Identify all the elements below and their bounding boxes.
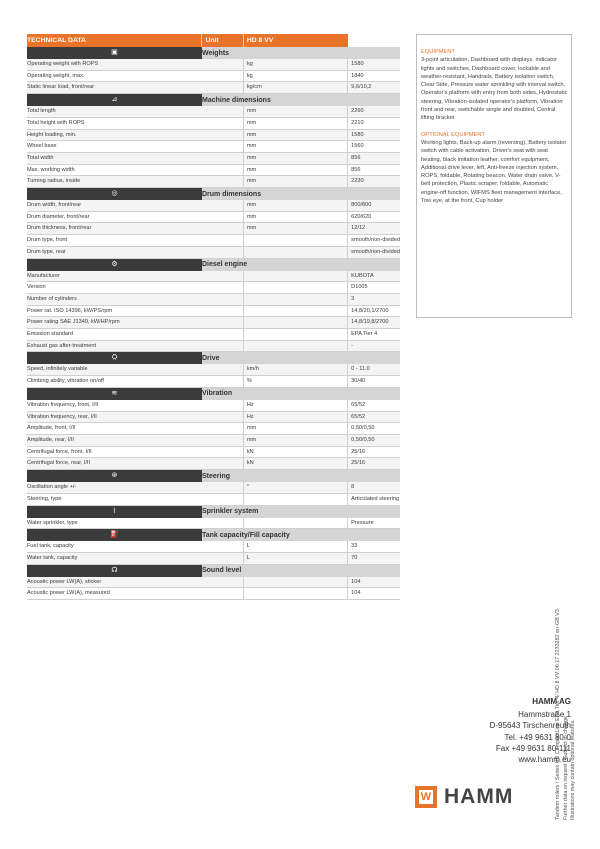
vibration-icon: ≋ <box>27 387 202 400</box>
spec-unit: mm <box>243 141 347 153</box>
legal-line-1: Tandem rollers / Series HD CompactLine EPA Tier 4/ HD 8 VV 06.17 2233282 en-GB V3 <box>555 609 561 820</box>
table-row <box>27 541 400 552</box>
spec-value: 856 <box>348 152 400 164</box>
section-header <box>27 505 400 518</box>
legal-line-3: Illustrations may contain optional features. <box>570 719 576 820</box>
spec-value: 3 <box>348 293 400 305</box>
spec-label: Drum type, rear <box>27 246 243 258</box>
headphones-icon: ☊ <box>27 564 202 577</box>
spec-label: Max. working width <box>27 164 243 176</box>
section-header <box>27 564 400 577</box>
spec-unit <box>243 577 347 588</box>
spec-label: Turning radius, inside <box>27 176 243 188</box>
spec-label: Centrifugal force, front, I/II <box>27 446 243 458</box>
drum-icon: ◎ <box>27 188 202 201</box>
spec-label: Vibration frequency, rear, I/II <box>27 411 243 423</box>
table-row <box>27 423 400 435</box>
spec-value: 856 <box>348 164 400 176</box>
spec-label: Operating weight, max. <box>27 70 243 82</box>
legal-line-2: Further data on request / Subject to change <box>562 716 569 820</box>
equipment-heading: EQUIPMENT <box>421 49 455 55</box>
section-header <box>27 258 400 271</box>
spec-value: 14,8/20,1/2700 <box>348 305 400 317</box>
section-title: Steering <box>202 470 400 483</box>
weight-icon: ▣ <box>27 47 202 59</box>
spec-value: 0,50/0,50 <box>348 434 400 446</box>
sprinkler-icon: ⌇ <box>27 505 202 518</box>
spec-label: Amplitude, front, I/II <box>27 423 243 435</box>
spec-label: Drum thickness, front/rear <box>27 223 243 235</box>
section-header <box>27 352 400 365</box>
header-cell: HD 8 VV <box>243 34 347 47</box>
equipment-box <box>416 34 572 318</box>
spec-unit: mm <box>243 129 347 141</box>
legal-notice <box>555 580 578 820</box>
section-title: Sound level <box>202 564 400 577</box>
table-row <box>27 446 400 458</box>
spec-value: Pressure <box>348 518 400 529</box>
spec-unit <box>243 329 347 341</box>
spec-label: Power rating SAE J1349, kW/HP/rpm <box>27 317 243 329</box>
section-title: Weights <box>202 47 400 59</box>
table-row <box>27 152 400 164</box>
spec-label: Manufacturer <box>27 271 243 282</box>
section-title: Drive <box>202 352 400 365</box>
spec-value: 1840 <box>348 70 400 82</box>
table-row <box>27 235 400 247</box>
section-header <box>27 47 400 59</box>
table-row <box>27 176 400 188</box>
table-row <box>27 106 400 117</box>
spec-value: Articulated steering <box>348 493 400 505</box>
spec-unit: mm <box>243 223 347 235</box>
spec-unit <box>243 282 347 294</box>
logo-text: HAMM <box>444 785 514 808</box>
section-title: Vibration <box>202 387 400 400</box>
spec-label: Emission standard <box>27 329 243 341</box>
spec-value: 0,50/0,50 <box>348 423 400 435</box>
spec-unit <box>243 340 347 352</box>
table-row <box>27 493 400 505</box>
table-row <box>27 164 400 176</box>
spec-unit: kg <box>243 70 347 82</box>
header-cell: TECHNICAL DATA <box>27 34 202 47</box>
table-row <box>27 552 400 564</box>
spec-value: 2230 <box>348 176 400 188</box>
spec-label: Water tank, capacity <box>27 552 243 564</box>
spec-label: Total width <box>27 152 243 164</box>
spec-label: Height loading, min. <box>27 129 243 141</box>
section-title: Machine dimensions <box>202 94 400 107</box>
spec-label: Acoustic power LW(A), sticker <box>27 577 243 588</box>
table-row <box>27 376 400 388</box>
spec-unit <box>243 235 347 247</box>
engine-icon: ⚙ <box>27 258 202 271</box>
spec-label: Acoustic power LW(A), measured <box>27 588 243 600</box>
section-header <box>27 188 400 201</box>
spec-label: Steering, type <box>27 493 243 505</box>
table-row <box>27 211 400 223</box>
spec-value: 104 <box>348 588 400 600</box>
spec-value: 104 <box>348 577 400 588</box>
table-row <box>27 518 400 529</box>
spec-value: 30/40 <box>348 376 400 388</box>
spec-value: 1560 <box>348 141 400 153</box>
spec-unit <box>243 246 347 258</box>
spec-unit <box>243 493 347 505</box>
spec-value: 14,8/19,8/2700 <box>348 317 400 329</box>
spec-unit <box>243 588 347 600</box>
spec-value: smooth/non-divided <box>348 235 400 247</box>
company-name: HAMM AG <box>532 697 571 706</box>
website-link[interactable]: www.hamm.eu <box>518 755 571 765</box>
spec-unit: Hz <box>243 411 347 423</box>
telephone: Tel. +49 9631 80-0 <box>504 732 571 742</box>
spec-unit: mm <box>243 117 347 129</box>
spec-unit <box>243 518 347 529</box>
table-row <box>27 59 400 70</box>
header-cell: Unit <box>202 34 243 47</box>
spec-unit: Hz <box>243 400 347 411</box>
section-title: Diesel engine <box>202 258 400 271</box>
spec-unit: kg/cm <box>243 82 347 94</box>
logo-mark-icon: W <box>415 786 437 808</box>
spec-value: 25/16 <box>348 458 400 470</box>
city: D-95643 Tirschenreuth <box>489 721 571 731</box>
spec-unit: mm <box>243 152 347 164</box>
section-header <box>27 387 400 400</box>
spec-value: 2210 <box>348 117 400 129</box>
spec-value: 0 - 11.0 <box>348 364 400 375</box>
spec-value: 1580 <box>348 129 400 141</box>
spec-label: Number of cylinders <box>27 293 243 305</box>
hamm-logo <box>415 786 575 810</box>
table-row <box>27 364 400 375</box>
drive-icon: ⛭ <box>27 352 202 365</box>
spec-unit: % <box>243 376 347 388</box>
section-header <box>27 94 400 107</box>
spec-label: Drum width, front/rear <box>27 200 243 211</box>
spec-label: Oscillation angle +/- <box>27 482 243 493</box>
spec-value: KUBOTA <box>348 271 400 282</box>
section-header <box>27 529 400 542</box>
spec-label: Fuel tank, capacity <box>27 541 243 552</box>
spec-label: Vibration frequency, front, I/II <box>27 400 243 411</box>
spec-label: Total height with ROPS <box>27 117 243 129</box>
table-row <box>27 577 400 588</box>
spec-label: Version <box>27 282 243 294</box>
table-row <box>27 293 400 305</box>
spec-unit: mm <box>243 176 347 188</box>
spec-label: Drum diameter, front/rear <box>27 211 243 223</box>
spec-unit <box>243 271 347 282</box>
table-row <box>27 588 400 600</box>
spec-label: Centrifugal force, rear, I/II <box>27 458 243 470</box>
spec-unit: km/h <box>243 364 347 375</box>
table-row <box>27 129 400 141</box>
spec-value: 620/620 <box>348 211 400 223</box>
table-row <box>27 141 400 153</box>
table-row <box>27 200 400 211</box>
spec-label: Amplitude, rear, I/II <box>27 434 243 446</box>
table-row <box>27 70 400 82</box>
table-row <box>27 117 400 129</box>
spec-unit: mm <box>243 200 347 211</box>
spec-unit: mm <box>243 106 347 117</box>
table-row <box>27 434 400 446</box>
spec-label: Water sprinkler, type <box>27 518 243 529</box>
spec-value: 9,6/10,2 <box>348 82 400 94</box>
fax: Fax +49 9631 80-111 <box>495 743 571 753</box>
spec-value: - <box>348 340 400 352</box>
spec-unit: ° <box>243 482 347 493</box>
table-row <box>27 317 400 329</box>
technical-data-table <box>27 34 400 600</box>
spec-label: Wheel base <box>27 141 243 153</box>
optional-equipment-heading: OPTIONAL EQUIPMENT <box>421 131 485 138</box>
table-row <box>27 340 400 352</box>
table-row <box>27 305 400 317</box>
tank-icon: ⛽ <box>27 529 202 542</box>
spec-value: 25/16 <box>348 446 400 458</box>
spec-label: Static linear load, front/rear <box>27 82 243 94</box>
spec-value: 8 <box>348 482 400 493</box>
table-row <box>27 400 400 411</box>
spec-unit: mm <box>243 211 347 223</box>
table-row <box>27 458 400 470</box>
street: Hammstraße 1 <box>518 710 571 720</box>
section-header <box>27 470 400 483</box>
section-title: Sprinkler system <box>202 505 400 518</box>
optional-equipment-text: Working lights, Back-up alarm (reversing), Battery isolator switch with cable activation, Driver's seat with seat heating, black imitation leather, comfort equipment, Additional drive lever, left, Anti-freeze injection system, ROPS, foldable, Rotating beacon, Water drain valve, V-belt protection, Plastic scraper, foldable, Automatic engine-off function, WIFMS fleet management interface, Tow eye, at the front, Cup holder <box>421 139 567 205</box>
table-header <box>27 34 400 47</box>
equipment-text: 3-point articulation, Dashboard with displays, indicator lights and switches, Dashboard cover, lockable and weather-resistant, Handrails, Battery isolation switch, Clear Side, Pressure water sprinkling with interval switch, Operator's platform with entry from both sides, Hydrostatic steering, Vibration-isolated operator's platform, Vibration front and rear, switchable single and doubled, Central lifting bracket <box>421 57 568 122</box>
dimensions-icon: ⊿ <box>27 94 202 107</box>
spec-value: 70 <box>348 552 400 564</box>
table-row <box>27 246 400 258</box>
spec-label: Speed, infinitely variable <box>27 364 243 375</box>
spec-unit <box>243 317 347 329</box>
spec-value: 2260 <box>348 106 400 117</box>
table-row <box>27 329 400 341</box>
table-row <box>27 411 400 423</box>
spec-label: Drum type, front <box>27 235 243 247</box>
table-row <box>27 482 400 493</box>
table-row <box>27 282 400 294</box>
spec-unit: mm <box>243 434 347 446</box>
table-row <box>27 271 400 282</box>
spec-value: 1580 <box>348 59 400 70</box>
spec-value: 800/800 <box>348 200 400 211</box>
spec-unit: kN <box>243 458 347 470</box>
spec-value: 12/12 <box>348 223 400 235</box>
spec-unit <box>243 293 347 305</box>
spec-value: D1005 <box>348 282 400 294</box>
table-row <box>27 223 400 235</box>
spec-unit: kN <box>243 446 347 458</box>
spec-value: 65/52 <box>348 400 400 411</box>
spec-unit: mm <box>243 164 347 176</box>
spec-label: Climbing ability, vibration on/off <box>27 376 243 388</box>
section-title: Tank capacity/Fill capacity <box>202 529 400 542</box>
spec-unit: L <box>243 541 347 552</box>
spec-unit <box>243 305 347 317</box>
spec-value: smooth/non-divided <box>348 246 400 258</box>
spec-label: Total length <box>27 106 243 117</box>
steering-wheel-icon: ⊛ <box>27 470 202 483</box>
table-row <box>27 82 400 94</box>
spec-value: 65/52 <box>348 411 400 423</box>
spec-unit: L <box>243 552 347 564</box>
spec-value: 33 <box>348 541 400 552</box>
spec-unit: kg <box>243 59 347 70</box>
spec-label: Exhaust gas after-treatment <box>27 340 243 352</box>
spec-value: EPA Tier 4 <box>348 329 400 341</box>
spec-label: Operating weight with ROPS <box>27 59 243 70</box>
section-title: Drum dimensions <box>202 188 400 201</box>
spec-unit: mm <box>243 423 347 435</box>
spec-label: Power rat. ISO 14396, kW/PS/rpm <box>27 305 243 317</box>
